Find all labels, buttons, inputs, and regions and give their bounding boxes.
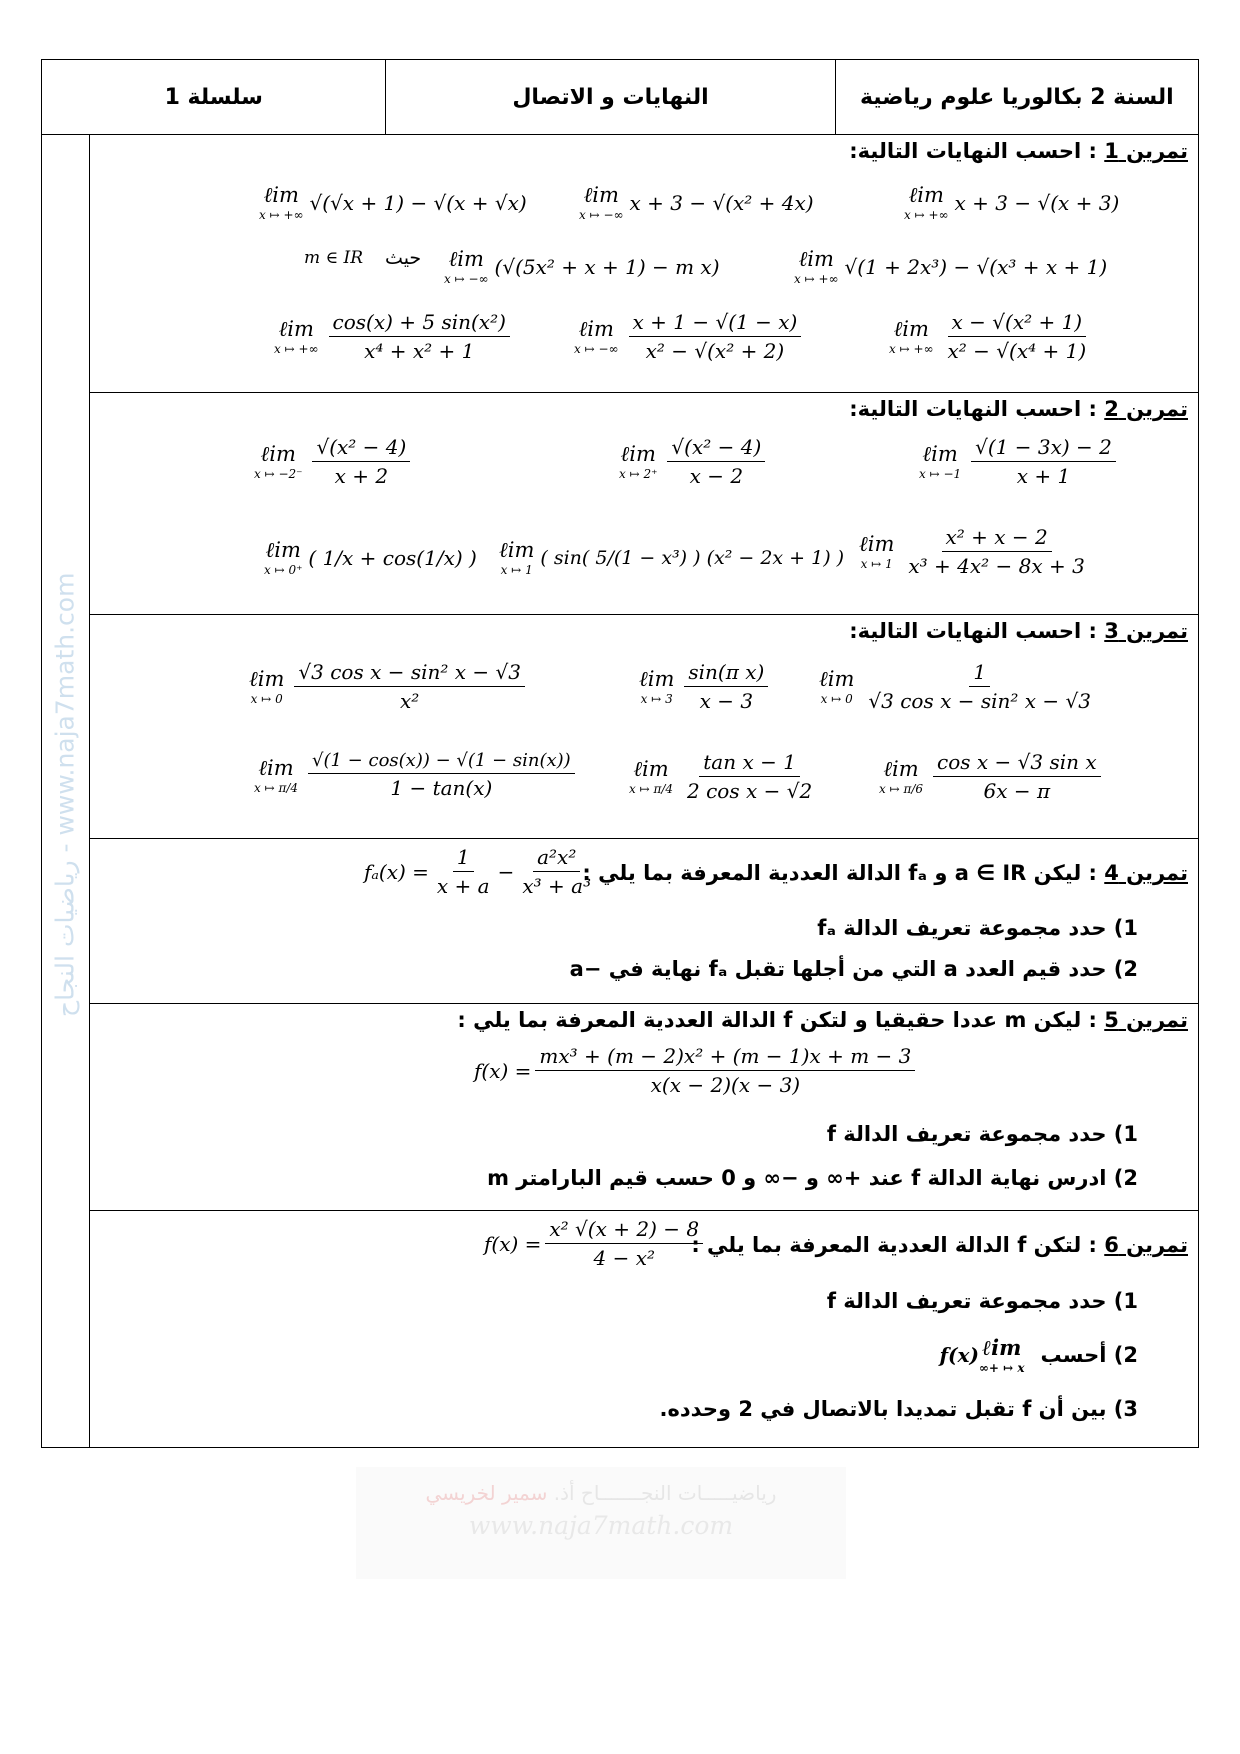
exercise-intro: : لتكن f الدالة العددية المعرفة بما يلي : (691, 1233, 1097, 1257)
limit-item (629, 750, 820, 803)
exercise-label: تمرين 5 (1104, 1008, 1188, 1032)
limit-item (264, 538, 477, 577)
function-formula (474, 1044, 919, 1097)
frac-num: √(x² − 4) (667, 435, 765, 462)
lim-sub: x ↦ +∞ (889, 342, 934, 356)
exercise-3-title (849, 619, 1188, 643)
lim-word: ℓim (578, 317, 614, 341)
limit-expr: x + 3 − √(x + 3) (954, 190, 1120, 215)
exercise-2 (89, 393, 1198, 615)
limit-condition (304, 247, 451, 269)
limit-item (444, 247, 720, 286)
limit-item (639, 660, 772, 713)
header-table (41, 59, 1199, 135)
limit-item (259, 183, 527, 222)
formula-lhs: f(x) = (484, 1231, 542, 1256)
frac-num: √(1 − cos(x)) − √(1 − sin(x)) (308, 750, 575, 774)
frac-num: sin(π x) (684, 660, 768, 687)
lim-sub: x ↦ 1 (860, 557, 893, 571)
vertical-watermark: رياضيات النجاح - www.naja7math.com (50, 572, 80, 1018)
exercise-1-title (849, 139, 1188, 163)
exercise-intro: : ليكن a ∈ IR و fₐ الدالة العددية المعرفة بما يلي : (582, 861, 1097, 885)
lim-word: ℓim (265, 538, 301, 562)
condition: m ∈ IR (304, 248, 364, 268)
question-3: 3) بين أن f تقبل تمديدا بالاتصال في 2 وحدده. (659, 1397, 1138, 1421)
limit-item (904, 183, 1119, 222)
limit-item (254, 435, 414, 488)
question-2: 2) ادرس نهاية الدالة f عند +∞ و −∞ و 0 حسب قيم البارامتر m (487, 1166, 1138, 1190)
exercise-2-title (849, 397, 1188, 421)
limit-expr: f(x) (939, 1343, 979, 1367)
lim-word: ℓim (278, 317, 314, 341)
minus-sign: − (497, 859, 515, 884)
stamp-line (356, 1481, 846, 1505)
lim-sub: x ↦ −∞ (444, 272, 489, 286)
level-title: السنة 2 بكالوريا علوم رياضية (835, 60, 1198, 134)
lim-word: ℓim (798, 247, 834, 271)
frac-den: √3 cos x − sin² x − √3 (868, 689, 1091, 713)
lim-sub: x ↦ 1 (500, 563, 533, 577)
lim-word: ℓim (260, 442, 296, 466)
lim-word: ℓim (448, 247, 484, 271)
bottom-watermark-stamp (356, 1467, 846, 1579)
lim-word: ℓim (263, 183, 299, 207)
lim-sub: x ↦ +∞ (978, 1361, 1025, 1375)
lim-sub: x ↦ +∞ (794, 272, 839, 286)
limit-expr: ( 1/x + cos(1/x) ) (308, 545, 477, 570)
frac-num: mx³ + (m − 2)x² + (m − 1)x + m − 3 (535, 1044, 915, 1071)
haythu-word: حيث (385, 247, 422, 269)
stamp-site: www.naja7math.com (468, 1511, 734, 1540)
frac-num: a²x² (533, 845, 580, 872)
frac-den: x⁴ + x² + 1 (364, 339, 475, 363)
question-2: 2) حدد قيم العدد a التي من أجلها تقبل fₐ نهاية في −a (569, 957, 1138, 981)
frac-num: √3 cos x − sin² x − √3 (294, 660, 525, 687)
lim-sub: x ↦ +∞ (274, 342, 319, 356)
frac-den: x³ + 4x² − 8x + 3 (908, 554, 1085, 578)
lim-word: ℓim (499, 538, 535, 562)
limit-item (249, 660, 529, 713)
frac-num: √(1 − 3x) − 2 (971, 435, 1116, 462)
stamp-author: سمير لخريسي (425, 1481, 548, 1505)
frac-den: x − 3 (699, 689, 754, 713)
exercise-5 (89, 1004, 1198, 1211)
limit-item (889, 310, 1094, 363)
question-1: 1) حدد مجموعة تعريف الدالة f (826, 1289, 1138, 1313)
exercise-instruction: : احسب النهايات التالية: (849, 619, 1097, 643)
topic-title: النهايات و الاتصال (385, 60, 834, 134)
frac-den: 1 − tan(x) (390, 776, 493, 800)
lim-sub: x ↦ −1 (919, 467, 962, 481)
limit-item (499, 538, 844, 577)
lim-sub: x ↦ 2⁺ (619, 467, 658, 481)
question-2-text: 2) أحسب (1040, 1343, 1138, 1367)
question-2 (939, 1335, 1138, 1375)
question-1: 1) حدد مجموعة تعريف الدالة f (826, 1122, 1138, 1146)
left-margin-column (42, 135, 90, 1447)
frac-den: 6x − π (983, 779, 1051, 803)
frac-num: cos(x) + 5 sin(x²) (329, 310, 510, 337)
lim-sub: x ↦ +∞ (259, 208, 304, 222)
lim-word: ℓim (922, 442, 958, 466)
frac-den: x + a (436, 874, 490, 898)
lim-sub: x ↦ 0 (250, 692, 283, 706)
exercises-table (41, 135, 1199, 1448)
function-formula (364, 845, 599, 898)
limit-expr: (√(5x² + x + 1) − m x) (494, 254, 720, 279)
limit-item (794, 247, 1107, 286)
frac-num: tan x − 1 (699, 750, 800, 777)
lim-sub: x ↦ π/4 (629, 782, 674, 796)
frac-num: 1 (969, 660, 990, 687)
lim-word: ℓim (893, 317, 929, 341)
frac-den: x² − √(x⁴ + 1) (947, 339, 1087, 363)
stamp-text: رياضيـــــات النجـــــــاح أذ. (553, 1481, 777, 1505)
frac-num: 1 (453, 845, 474, 872)
lim-word: ℓim (620, 442, 656, 466)
frac-num: x² + x − 2 (942, 525, 1052, 552)
lim-sub: x ↦ −2⁻ (254, 467, 303, 481)
lim-sub: x ↦ −∞ (579, 208, 624, 222)
frac-num: x + 1 − √(1 − x) (629, 310, 802, 337)
exercise-instruction: : احسب النهايات التالية: (849, 139, 1097, 163)
frac-num: x − √(x² + 1) (948, 310, 1087, 337)
limit-expr: ( sin( 5/(1 − x³) ) (x² − 2x + 1) ) (540, 546, 845, 569)
limit-item (859, 525, 1093, 578)
limit-item (819, 660, 1099, 713)
exercise-label: تمرين 3 (1104, 619, 1188, 643)
formula-lhs: f(x) = (474, 1058, 532, 1083)
exercise-label: تمرين 6 (1104, 1233, 1188, 1257)
lim-word: ℓim (249, 667, 285, 691)
limit-item (254, 750, 579, 800)
exercise-4-title (582, 861, 1188, 885)
limit-expr: √(1 + 2x³) − √(x³ + x + 1) (844, 254, 1108, 279)
limit-item (879, 750, 1105, 803)
lim-sub: x ↦ π/6 (879, 782, 924, 796)
exercise-label: تمرين 1 (1104, 139, 1188, 163)
exercise-4 (89, 839, 1198, 1004)
exercise-6 (89, 1211, 1198, 1447)
frac-den: x² − √(x² + 2) (645, 339, 785, 363)
frac-den: x³ + a³ (522, 874, 592, 898)
lim-word: ℓim (982, 1335, 1022, 1360)
lim-sub: x ↦ +∞ (904, 208, 949, 222)
frac-den: x + 2 (334, 464, 389, 488)
frac-den: x² (400, 689, 420, 713)
lim-sub: x ↦ −∞ (574, 342, 619, 356)
lim-word: ℓim (633, 757, 669, 781)
exercise-3 (89, 615, 1198, 839)
frac-den: 2 cos x − √2 (687, 779, 813, 803)
lim-word: ℓim (819, 667, 855, 691)
lim-sub: x ↦ 0⁺ (264, 563, 303, 577)
exercise-label: تمرين 2 (1104, 397, 1188, 421)
limit-item (274, 310, 514, 363)
exercise-intro: : ليكن m عددا حقيقيا و لتكن f الدالة العددية المعرفة بما يلي : (457, 1008, 1097, 1032)
lim-word: ℓim (639, 667, 675, 691)
limit-expr: √(√x + 1) − √(x + √x) (309, 190, 527, 215)
frac-den: x − 2 (689, 464, 744, 488)
exercise-instruction: : احسب النهايات التالية: (849, 397, 1097, 421)
limit-item (939, 1335, 1030, 1375)
exercise-1 (89, 135, 1198, 393)
exercise-label: تمرين 4 (1104, 861, 1188, 885)
frac-num: cos x − √3 sin x (933, 750, 1101, 777)
lim-word: ℓim (583, 183, 619, 207)
limit-item (919, 435, 1120, 488)
lim-word: ℓim (258, 755, 294, 780)
lim-word: ℓim (908, 183, 944, 207)
limit-item (574, 310, 805, 363)
frac-num: x² √(x + 2) − 8 (545, 1217, 703, 1244)
lim-sub: x ↦ 3 (640, 692, 673, 706)
exercise-5-title (457, 1008, 1188, 1032)
series-title: سلسلة 1 (164, 84, 263, 110)
frac-den: 4 − x² (593, 1246, 655, 1270)
limit-item (579, 183, 814, 222)
limit-expr: x + 3 − √(x² + 4x) (629, 190, 814, 215)
question-1: 1) حدد مجموعة تعريف الدالة fₐ (817, 916, 1138, 940)
frac-num: √(x² − 4) (312, 435, 410, 462)
formula-lhs: fₐ(x) = (364, 859, 429, 884)
frac-den: x(x − 2)(x − 3) (650, 1073, 801, 1097)
frac-den: x + 1 (1016, 464, 1071, 488)
lim-word: ℓim (883, 757, 919, 781)
lim-sub: x ↦ π/4 (254, 780, 299, 795)
exercise-6-title (691, 1233, 1188, 1257)
lim-sub: x ↦ 0 (820, 692, 853, 706)
function-formula (484, 1217, 707, 1270)
lim-word: ℓim (859, 532, 895, 556)
limit-item (619, 435, 769, 488)
